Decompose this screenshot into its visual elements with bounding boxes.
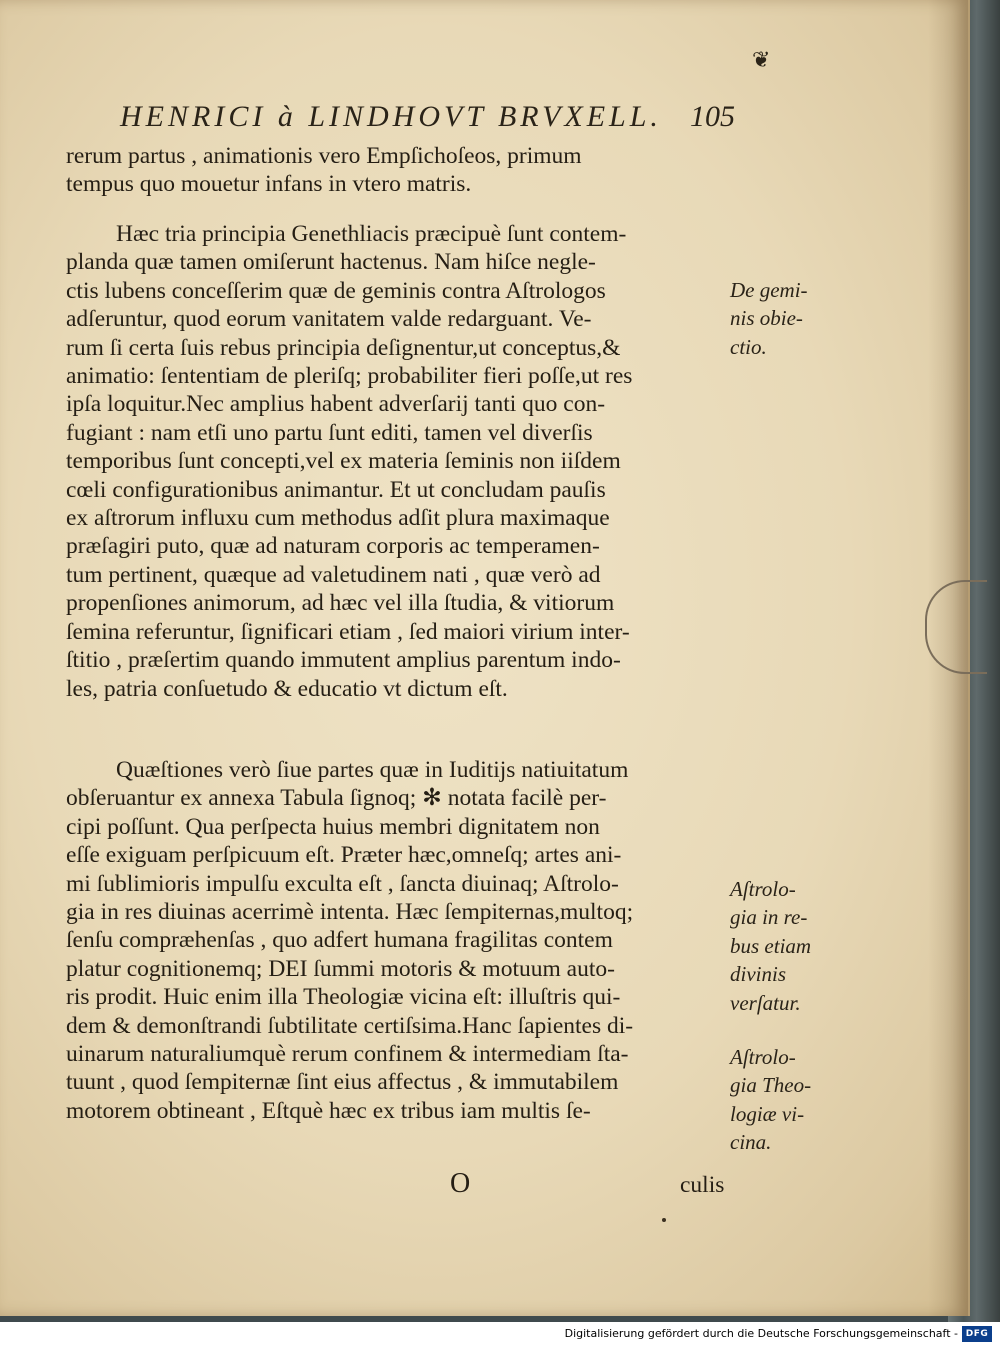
dfg-logo: DFG	[962, 1326, 992, 1342]
marginal-note-gemini	[730, 276, 830, 361]
text-line: fugiant : nam etſi uno partu ſunt editi, tamen vel diverſis	[66, 419, 593, 446]
text-line: Quæſtiones verò ſiue partes quæ in Iuditijs natiuitatum	[116, 757, 629, 783]
text-line: dem & demonſtrandi ſubtilitate certiſsima.Hanc ſapientes di-	[66, 1012, 634, 1039]
text-line: ſenſu compræhenſas , quo adfert humana fragilitas contem	[66, 927, 613, 954]
text-line: animatio: ſententiam de pleriſq; probabiliter fieri poſſe,ut res	[66, 363, 633, 390]
ink-speck	[662, 1218, 666, 1222]
signature-mark: O	[450, 1168, 471, 1199]
running-head: HENRICI à LINDHOVT BRVXELL.	[120, 100, 662, 133]
text-line: Hæc tria principia Genethliacis præcipuè ſunt contem-	[116, 221, 627, 247]
text-line: les, patria conſuetudo & educatio vt dictum eſt.	[66, 675, 508, 702]
margin-line: De gemi-	[730, 278, 808, 302]
margin-line: Aſtrolo-	[730, 877, 796, 901]
page-number: 105	[690, 100, 735, 133]
text-line: uinarum naturaliumquè rerum confinem & intermediam ſta-	[66, 1041, 629, 1068]
margin-line: verſatur.	[730, 990, 801, 1015]
margin-line: Aſtrolo-	[730, 1045, 796, 1069]
text-line: ſemina referuntur, ſignificari etiam , ſed maiori virium inter-	[66, 618, 630, 645]
margin-line: logiæ vi-	[730, 1101, 805, 1126]
funding-footer	[0, 1322, 1000, 1348]
text-line: adſeruntur, quod eorum vanitatem valde redarguant. Ve-	[66, 306, 592, 333]
ornament-icon: ❦	[752, 48, 771, 73]
text-line: rum ſi certa ſuis rebus principia deſignentur,ut conceptus,&	[66, 334, 621, 361]
text-line: gia in res diuinas acerrimè intenta. Hæc ſempiternas,multoq;	[66, 899, 634, 926]
text-line: cipi poſſunt. Qua perſpecta huius membri dignitatem non	[66, 813, 600, 840]
margin-line: ctio.	[730, 334, 767, 359]
margin-line: divinis	[730, 962, 786, 987]
margin-line: cina.	[730, 1130, 772, 1155]
marginal-note-divinis	[730, 875, 830, 1017]
text-line: tuunt , quod ſempiternæ ſint eius affectus , & immutabilem	[66, 1069, 619, 1096]
text-line: præſagiri puto, quæ ad naturam corporis ac temperamen-	[66, 533, 600, 560]
text-line: planda quæ tamen omiſerunt hactenus. Nam hiſce negle-	[66, 249, 596, 276]
text-line: ſtitio , præſertim quando immutent amplius parentum indo-	[66, 647, 621, 674]
text-line: platur cognitionemq; DEI ſummi motoris & motuum auto-	[66, 955, 615, 982]
text-line: obſeruantur ex annexa Tabula ſignoq; ✻ notata facilè per-	[66, 785, 607, 812]
margin-line: gia in re-	[730, 905, 808, 930]
funding-note: Digitalisierung gefördert durch die Deutsche Forschungsgemeinschaft -	[564, 1327, 958, 1340]
text-line: eſſe exiguam perſpicuum eſt. Præter hæc,omneſq; artes ani-	[66, 842, 622, 869]
text-line: cœli configurationibus animantur. Et ut concludam pauſis	[66, 476, 606, 503]
text-line: motorem obtineant , Eſtquè hæc ex tribus iam multis ſe-	[66, 1097, 591, 1124]
paragraph-2	[66, 220, 734, 703]
text-line: propenſiones animorum, ad hæc vel illa ſtudia, & vitiorum	[66, 590, 615, 617]
text-line: rerum partus , animationis vero Empſichoſeos, primum	[66, 143, 582, 169]
text-line: tum pertinent, quæque ad valetudinem nati , quæ verò ad	[66, 561, 601, 588]
margin-line: nis obie-	[730, 306, 803, 331]
paragraph-1	[66, 142, 734, 199]
page-tab-mark	[925, 580, 987, 674]
paragraph-3	[66, 756, 734, 1125]
text-line: ipſa loquitur.Nec amplius habent adverſarij tanti quo con-	[66, 391, 606, 418]
text-line: ctis lubens conceſſerim quæ de geminis contra Aſtrologos	[66, 277, 606, 304]
text-line: temporibus ſunt concepti,vel ex materia ſeminis non iiſdem	[66, 448, 621, 475]
margin-line: bus etiam	[730, 933, 812, 958]
margin-line: gia Theo-	[730, 1073, 812, 1098]
text-line: ex aſtrorum influxu cum methodus adſit plura maximaque	[66, 505, 610, 532]
marginal-note-theologiae	[730, 1043, 830, 1157]
text-line: tempus quo mouetur infans in vtero matris.	[66, 171, 472, 198]
text-line: ris prodit. Huic enim illa Theologiæ vicina eſt: illuſtris qui-	[66, 984, 621, 1011]
text-line: mi ſublimioris impulſu exculta eſt , ſancta diuinaq; Aſtrolo-	[66, 870, 619, 897]
catchword: culis	[680, 1172, 725, 1198]
